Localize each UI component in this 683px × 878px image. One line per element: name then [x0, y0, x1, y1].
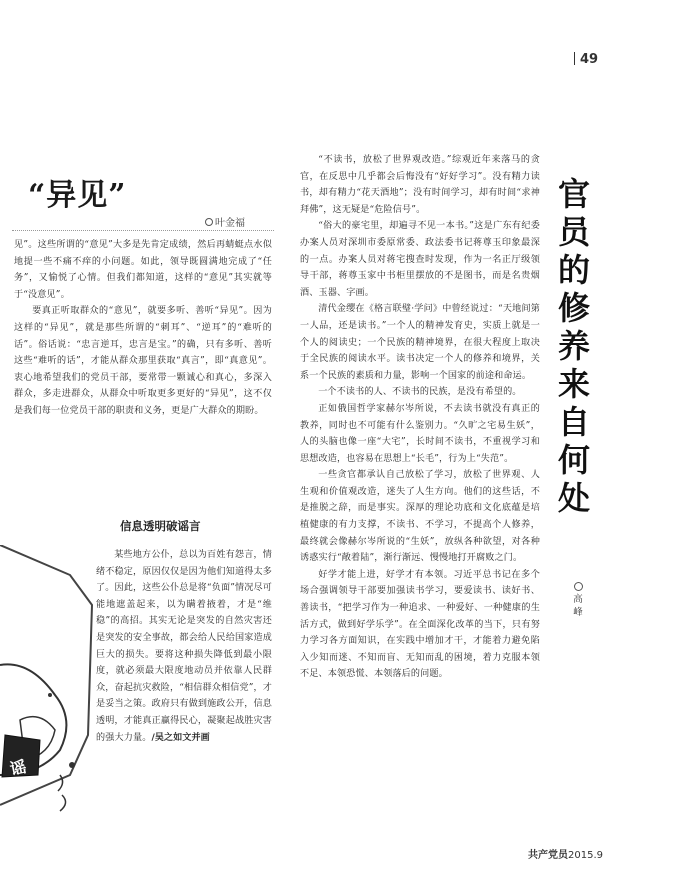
sidebar-article-body [96, 547, 272, 746]
issue-number: 2015.9 [568, 850, 603, 861]
page-number: 49 [574, 52, 598, 67]
sidebar-heading: 信息透明破谣言 [120, 519, 201, 533]
paragraph: 一个不读书的人、不读书的民族，是没有希望的。 [318, 387, 522, 398]
illustration-credit: /吴之如文并画 [151, 732, 210, 743]
cartoon-label: 谣 [8, 756, 28, 779]
paragraph: “不读书，放松了世界观改造。”综观近年来落马的贪官，在反思中几乎都会后悔没有“好好学习”。没有精力读书，却有精力“花天酒地”；没有时间学习，却有时间“求神拜佛”，这无疑是“危险信号”。 [300, 155, 540, 215]
paragraph: “俗大的豪宅里，却遍寻不见一本书。”这是广东有纪委办案人员对深圳市委原常委、政法委书记蒋尊玉印象最深的一点。办案人员对蒋宅搜查时发现，作为一名正厅级领导干部，蒋尊玉家中书柜里摆放的不是图书，而是名贵烟酒、玉器、字画。 [300, 221, 540, 298]
paragraph: 要真正听取群众的“意见”，就要多听、善听“异见”。因为这样的“异见”，就是那些所谓的“刺耳”、“逆耳”的“难听的话”。俗话说：“忠言逆耳，忠言是宝。”的确，只有多听、善听这些“难听的话”，才能从群众那里获取“真言”，即“真意见”。衷心地希望我们的党员干部，要常带一颗诚心和真心，多深入群众，多走进群众，从群众中听取更多更好的“异见”，这不仅是我们每一位党员干部的职责和义务，更是广大群众的期盼。 [14, 306, 272, 416]
paragraph: 清代金缨在《格言联璧·学问》中曾经说过：“天地间第一人品，还是读书。”一个人的精神发育史，实质上就是一个人的阅读史；一个民族的精神境界，在很大程度上取决于全民族的阅读水平。读书决定一个人的修养和境界，关系一个民族的素质和力量，影响一个国家的前途和命运。 [300, 304, 540, 381]
cartoon-illustration [0, 545, 96, 835]
page-footer [528, 846, 603, 861]
paragraph: 正如俄国哲学家赫尔岑所说，不去读书就没有真正的教养，同时也不可能有什么鉴别力。“久旷之宅易生妖”，人的头脑也像一座“大宅”，长时间不读书，不重视学习和思想改造，也容易在思想上“长毛”，行为上“失范”。 [300, 403, 540, 464]
left-article-author: 叶金福 [205, 214, 245, 229]
main-article-body [300, 152, 540, 683]
main-article-author: 高 峰 [572, 582, 584, 619]
paragraph: 好学才能上进，好学才有本领。习近平总书记在多个场合强调领导干部要加强读书学习，要爱读书、读好书、善读书，“把学习作为一种追求、一种爱好、一种健康的生活方式，做到好学乐学”。在全面深化改革的当下，只有努力学习各方面知识，在实践中增加才干，才能着力避免陷入少知而迷、不知而盲、无知而乱的困境，着力克服本领不足、本领恐慌、本领落后的问题。 [300, 569, 540, 680]
paragraph: 某些地方公仆，总以为百姓有怨言，情绪不稳定，原因仅仅是因为他们知道得太多了。因此，这些公仆总是将“负面”情况尽可能地遮盖起来，以为瞒着掖着，才是“维稳”的高招。其实无论是突发的自然灾害还是突发的安全事故，都会给人民给国家造成巨大的损失。要将这种损失降低到最小限度，就必须最大限度地动员并依靠人民群众，奋起抗灾救险，“相信群众相信党”，才是妥当之策。政府只有做到施政公开，信息透明，才能真正赢得民心，凝聚起战胜灾害的强大力量。/吴之如文并画 [96, 550, 272, 743]
bullet-circle-icon [574, 582, 583, 591]
main-article-title: 官 员 的 修 养 来 自 何 处 [557, 175, 590, 517]
bullet-circle-icon [205, 218, 213, 226]
article-title-yijian: “异见” [28, 178, 127, 213]
magazine-name: 共产党员 [528, 850, 568, 861]
divider [12, 230, 274, 231]
paragraph: 见”。这些所谓的“意见”大多是先肯定成绩，然后再蜻蜓点水似地提一些不痛不痒的小问题。如此，领导既圆满地完成了“任务”，又愉悦了心情。但我们都知道，这样的“意见”其实就等于“没意见”。 [14, 240, 272, 300]
paragraph: 一些贪官都承认自己放松了学习，放松了世界观、人生观和价值观改造，迷失了人生方向。他们的这些话，不是推脱之辞，而是事实。深厚的理论功底和文化底蕴是培植健康的有力支撑，不读书、不学习，不提高个人修养，最终就会像赫尔岑所说的“生妖”，放纵各种欲望，对各种诱惑实行“敞着陆”，渐行渐远、慢慢地打开腐败之门。 [300, 470, 540, 564]
left-article-body [14, 237, 272, 420]
